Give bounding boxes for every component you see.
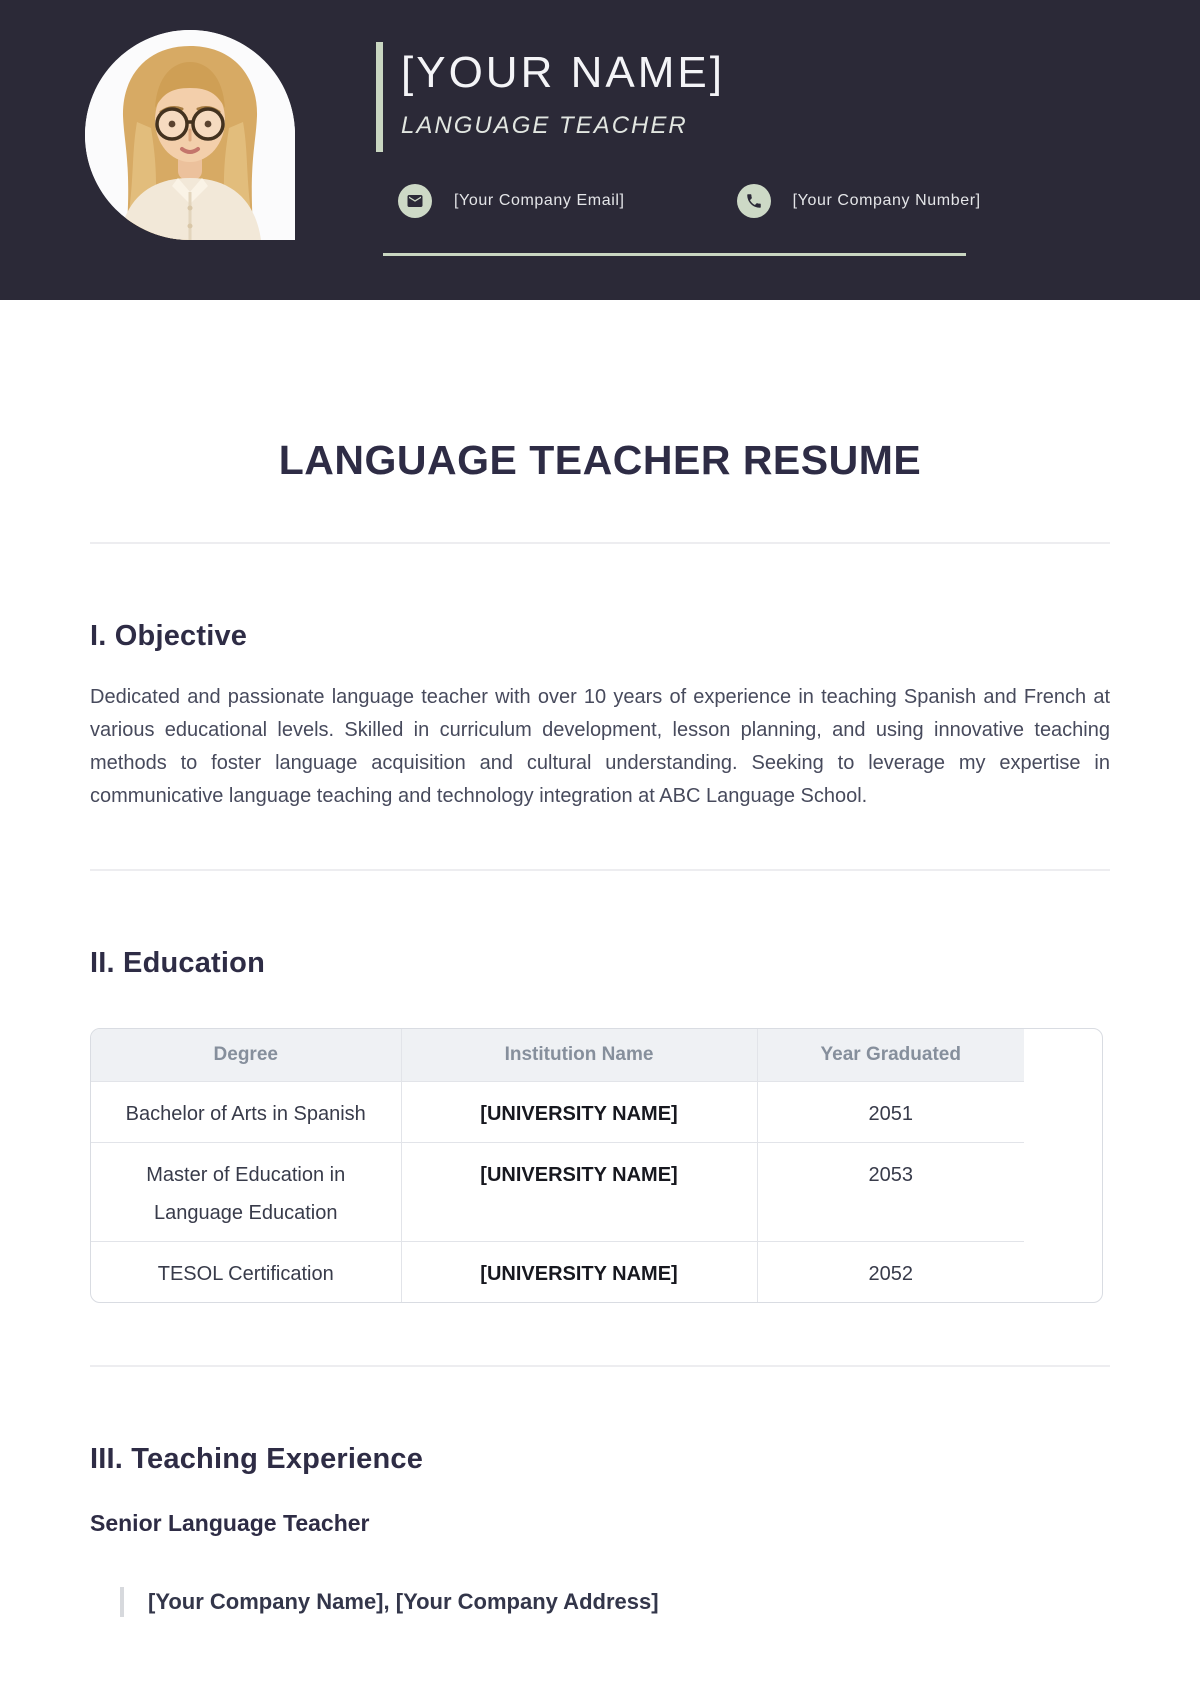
table-row xyxy=(91,1143,1024,1242)
resume-body xyxy=(0,437,1200,1617)
table-row xyxy=(91,1082,1024,1143)
company-line: [Your Company Name], [Your Company Address] xyxy=(148,1589,659,1614)
degree-cell: TESOL Certification xyxy=(157,1263,334,1285)
profile-photo-illustration xyxy=(85,30,295,240)
phone-icon xyxy=(737,184,771,218)
contact-row xyxy=(398,184,981,218)
objective-paragraph: Dedicated and passionate language teacher with over 10 years of experience in teaching Spanish and French at various educational levels. Skilled in curriculum development, lesson planning, and using innovative teaching methods to foster language acquisition and cultural understanding. Seeking to leverage my expertise in communicative language teaching and technology integration at ABC Language School. xyxy=(90,686,1110,807)
year-cell: 2053 xyxy=(757,1143,1024,1242)
section-divider xyxy=(90,869,1110,871)
year-cell: 2051 xyxy=(757,1082,1024,1143)
section-divider xyxy=(90,1365,1110,1367)
column-header-degree: Degree xyxy=(91,1029,401,1082)
column-header-year: Year Graduated xyxy=(757,1029,1024,1082)
page-title: LANGUAGE TEACHER RESUME xyxy=(278,437,922,483)
name-accent-bar xyxy=(376,42,383,152)
institution-cell: [UNIVERSITY NAME] xyxy=(401,1242,757,1303)
contact-email xyxy=(398,184,625,218)
contact-phone-label: [Your Company Number] xyxy=(792,192,981,209)
institution-cell: [UNIVERSITY NAME] xyxy=(401,1082,757,1143)
profile-photo xyxy=(85,30,295,240)
resume-header xyxy=(0,0,1200,300)
company-blockquote xyxy=(120,1587,1110,1617)
institution-cell: [UNIVERSITY NAME] xyxy=(401,1143,757,1242)
education-table-header-row xyxy=(91,1029,1024,1082)
person-role: LANGUAGE TEACHER xyxy=(401,112,688,139)
contact-phone xyxy=(737,184,981,218)
column-header-institution: Institution Name xyxy=(401,1029,757,1082)
experience-heading: III. Teaching Experience xyxy=(90,1443,424,1475)
degree-cell: Bachelor of Arts in Spanish xyxy=(125,1103,366,1125)
envelope-icon xyxy=(398,184,432,218)
job-title: Senior Language Teacher xyxy=(90,1510,370,1536)
person-name: [YOUR NAME] xyxy=(401,48,725,97)
table-row xyxy=(91,1242,1024,1303)
year-cell: 2052 xyxy=(757,1242,1024,1303)
education-heading: II. Education xyxy=(90,947,265,979)
contact-email-label: [Your Company Email] xyxy=(454,192,625,209)
header-underline xyxy=(383,253,966,256)
objective-heading: I. Objective xyxy=(90,620,248,652)
education-table xyxy=(90,1028,1103,1303)
section-divider xyxy=(90,542,1110,544)
degree-cell: Master of Education in Language Education xyxy=(146,1164,346,1224)
